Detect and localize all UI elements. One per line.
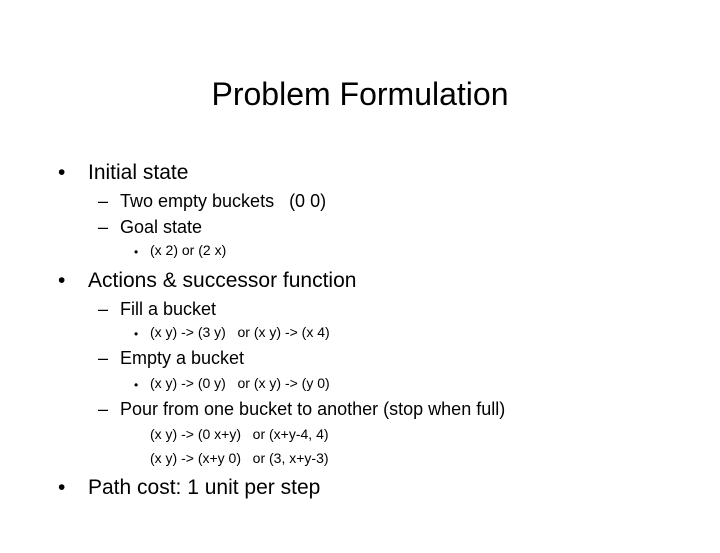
sub-item-text: Fill a bucket — [120, 299, 217, 319]
pour-rule-line-2: (x y) -> (x+y 0) or (3, x+y-3) — [150, 450, 329, 466]
pour-rule-line-1: (x y) -> (0 x+y) or (x+y-4, 4) — [150, 426, 329, 442]
dash-glyph: – — [98, 299, 109, 319]
sub-item-text: Two empty buckets (0 0) — [120, 191, 327, 211]
dash-glyph: – — [98, 399, 109, 419]
bullet-glyph: • — [58, 161, 66, 184]
sub-item-text: Empty a bucket — [120, 348, 245, 368]
bullet-text: Actions & successor function — [88, 269, 357, 292]
sub-item-text: Goal state — [120, 217, 203, 237]
sub-sub-item-text: (x 2) or (2 x) — [150, 242, 227, 258]
dash-glyph: – — [98, 191, 109, 211]
slide-title: Problem Formulation — [211, 76, 509, 112]
bullet-text: Initial state — [88, 161, 189, 184]
bullet-text: Path cost: 1 unit per step — [88, 476, 321, 499]
bullet-glyph: • — [134, 245, 139, 259]
dash-glyph: – — [98, 348, 109, 368]
bullet-path-cost — [58, 475, 321, 553]
sub-sub-item-text: (x y) -> (0 y) or (x y) -> (y 0) — [150, 375, 330, 391]
bullet-glyph: • — [58, 269, 66, 292]
sub-sub-item-text: (x y) -> (3 y) or (x y) -> (x 4) — [150, 324, 330, 340]
bullet-glyph: • — [134, 327, 139, 341]
bullet-glyph: • — [58, 476, 66, 499]
sub-item-text: Pour from one bucket to another (stop when full) — [120, 399, 506, 419]
bullet-glyph: • — [134, 378, 139, 392]
dash-glyph: – — [98, 217, 109, 237]
